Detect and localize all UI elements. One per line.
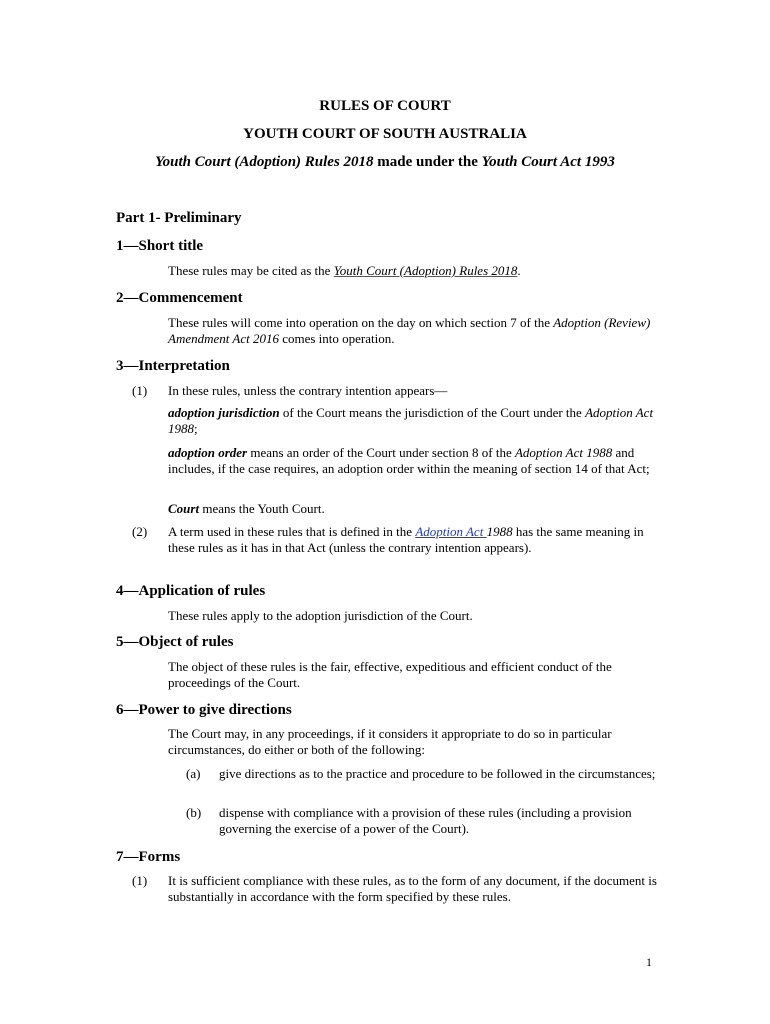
section-6-text: The Court may, in any proceedings, if it considers it appropriate to do so in particular circumstances, do either or both of the following:: [168, 726, 612, 757]
adoption-act-link[interactable]: Adoption Act: [415, 524, 487, 539]
definition-adoption-jurisdiction: [168, 405, 658, 437]
paragraph-a-text: give directions as to the practice and procedure to be followed in the circumstances;: [219, 766, 656, 781]
section-3-intro: In these rules, unless the contrary intention appears—: [168, 383, 448, 398]
defined-term: adoption jurisdiction: [168, 405, 280, 420]
section-2-text: [168, 315, 658, 347]
definition-text: means the Youth Court.: [199, 501, 325, 516]
section-5-heading: 5—Object of rules: [116, 634, 234, 650]
definition-act: Adoption Act 1988: [514, 445, 613, 460]
paragraph-label: (a): [186, 766, 201, 781]
section-4-text: These rules apply to the adoption jurisdiction of the Court.: [168, 608, 473, 623]
instrument-connector: made under the: [373, 154, 482, 170]
definition-adoption-order: [168, 445, 658, 477]
definition-court: [168, 501, 658, 517]
section-2-text-a: These rules will come into operation on the day on which section 7 of the: [168, 315, 554, 330]
section-4-heading: 4—Application of rules: [116, 583, 266, 599]
enabling-act: Youth Court Act 1993: [481, 154, 615, 170]
section-7-heading: 7—Forms: [116, 849, 181, 865]
section-1-text-a: These rules may be cited as the: [168, 263, 334, 278]
subsection-number: (2): [132, 524, 148, 539]
section-2-text-b: comes into operation.: [278, 331, 395, 346]
defined-term: Court: [168, 501, 200, 516]
instrument-name: Youth Court (Adoption) Rules 2018: [155, 154, 374, 170]
section-1-heading: 1—Short title: [116, 238, 204, 254]
definition-text: means an order of the Court under section 8 of the: [247, 445, 515, 460]
paragraph-b-text: dispense with compliance with a provision of these rules (including a provision governing the exercise of a power of the Court).: [219, 805, 632, 836]
section-3-heading: 3—Interpretation: [116, 358, 230, 374]
section-3-subsection-2: [168, 524, 658, 556]
title-rules-of-court: RULES OF COURT: [319, 98, 451, 114]
section-5-text: The object of these rules is the fair, effective, expeditious and efficient conduct of the proceedings of the Court.: [168, 659, 612, 690]
subsection-number: (1): [132, 873, 148, 888]
section-6-heading: 6—Power to give directions: [116, 702, 292, 718]
section-2-heading: 2—Commencement: [116, 290, 243, 306]
act-year: 1988: [486, 524, 513, 539]
definition-end: and includes, if the case requires, an adoption order within the meaning of section 14 of that Act;: [168, 445, 650, 476]
title-court-name: YOUTH COURT OF SOUTH AUSTRALIA: [243, 126, 527, 142]
defined-term: adoption order: [168, 445, 248, 460]
definition-end: ;: [194, 421, 198, 436]
subsection-2-text-a: A term used in these rules that is defined in the: [168, 524, 416, 539]
subsection-number: (1): [132, 383, 148, 398]
short-title-citation: Youth Court (Adoption) Rules 2018: [333, 263, 518, 278]
definition-text: of the Court means the jurisdiction of the Court under the: [279, 405, 586, 420]
definition-act: Adoption Act 1988: [168, 405, 654, 436]
section-7-text: It is sufficient compliance with these rules, as to the form of any document, if the document is substantially in accordance with the form specified by these rules.: [168, 873, 657, 904]
page-number: 1: [646, 955, 652, 969]
part-heading: Part 1- Preliminary: [116, 210, 242, 226]
section-1-text-b: .: [517, 263, 521, 278]
title-instrument: [0, 154, 770, 171]
subsection-2-text-b: has the same meaning in these rules as it has in that Act (unless the contrary intention appears).: [168, 524, 644, 555]
paragraph-label: (b): [186, 805, 202, 820]
section-2-act: Adoption (Review) Amendment Act 2016: [168, 315, 651, 346]
section-1-text: [168, 263, 658, 279]
